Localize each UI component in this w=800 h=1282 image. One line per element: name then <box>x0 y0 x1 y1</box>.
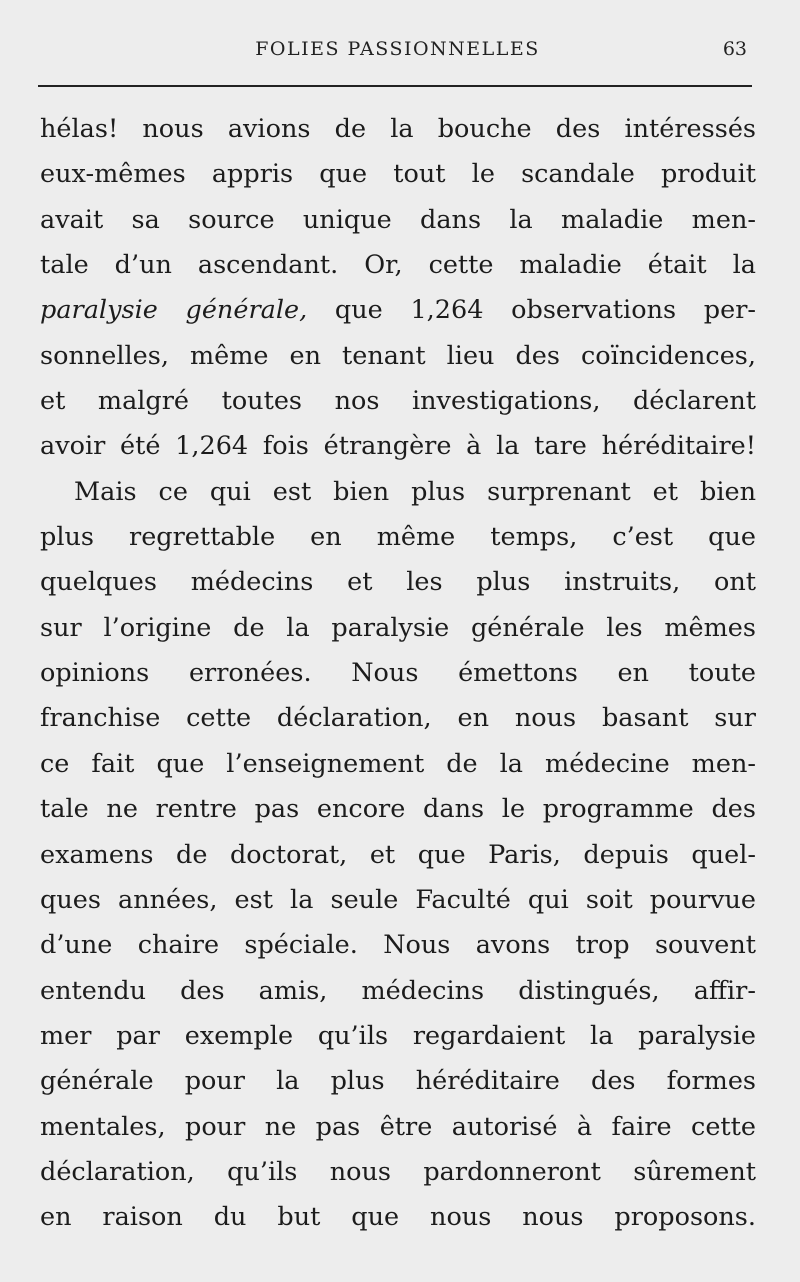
header-rule <box>38 85 752 87</box>
text-line: tale ne rentre pas encore dans le programme des <box>40 794 756 825</box>
text-line: en raison du but que nous nous proposons. <box>40 1202 756 1233</box>
body-text <box>40 107 756 1241</box>
text-line: entendu des amis, médecins distingués, affir- <box>40 975 756 1006</box>
text-line: d’une chaire spéciale. Nous avons trop souvent <box>40 930 756 961</box>
text-line: tale d’un ascendant. Or, cette maladie était la <box>40 250 756 281</box>
text-line <box>40 288 756 333</box>
text-line: Mais ce qui est bien plus surprenant et bien <box>74 476 756 507</box>
running-title: FOLIES PASSIONNELLES <box>255 38 540 60</box>
text-line: ce fait que l’enseignement de la médecine men- <box>40 748 756 779</box>
text-line: mer par exemple qu’ils regardaient la paralysie <box>40 1020 756 1051</box>
text-line: franchise cette déclaration, en nous basant sur <box>40 703 756 734</box>
text-line: sur l’origine de la paralysie générale les mêmes <box>40 612 756 643</box>
text-line: avoir été 1,264 fois étrangère à la tare héréditaire! <box>40 431 756 462</box>
text-line: ques années, est la seule Faculté qui soit pourvue <box>40 884 756 915</box>
text-line: examens de doctorat, et que Paris, depuis quel- <box>40 839 756 870</box>
text-line: et malgré toutes nos investigations, déclarent <box>40 386 756 417</box>
text-line: déclaration, qu’ils nous pardonneront sûrement <box>40 1156 756 1187</box>
text-fragment: que 1,264 observations per- <box>307 295 757 326</box>
text-line: opinions erronées. Nous émettons en toute <box>40 658 756 689</box>
page-number: 63 <box>722 38 747 60</box>
page-header <box>40 38 755 70</box>
text-line: quelques médecins et les plus instruits, ont <box>40 567 756 598</box>
text-line: plus regrettable en même temps, c’est que <box>40 522 756 553</box>
text-line: sonnelles, même en tenant lieu des coïncidences, <box>40 340 756 371</box>
text-line: générale pour la plus héréditaire des formes <box>40 1066 756 1097</box>
italic-term: paralysie générale, <box>40 295 308 326</box>
text-line: avait sa source unique dans la maladie men- <box>40 204 756 235</box>
text-line: mentales, pour ne pas être autorisé à faire cette <box>40 1111 756 1142</box>
text-line: eux-mêmes appris que tout le scandale produit <box>40 159 756 190</box>
text-line: hélas! nous avions de la bouche des intéressés <box>40 114 756 144</box>
